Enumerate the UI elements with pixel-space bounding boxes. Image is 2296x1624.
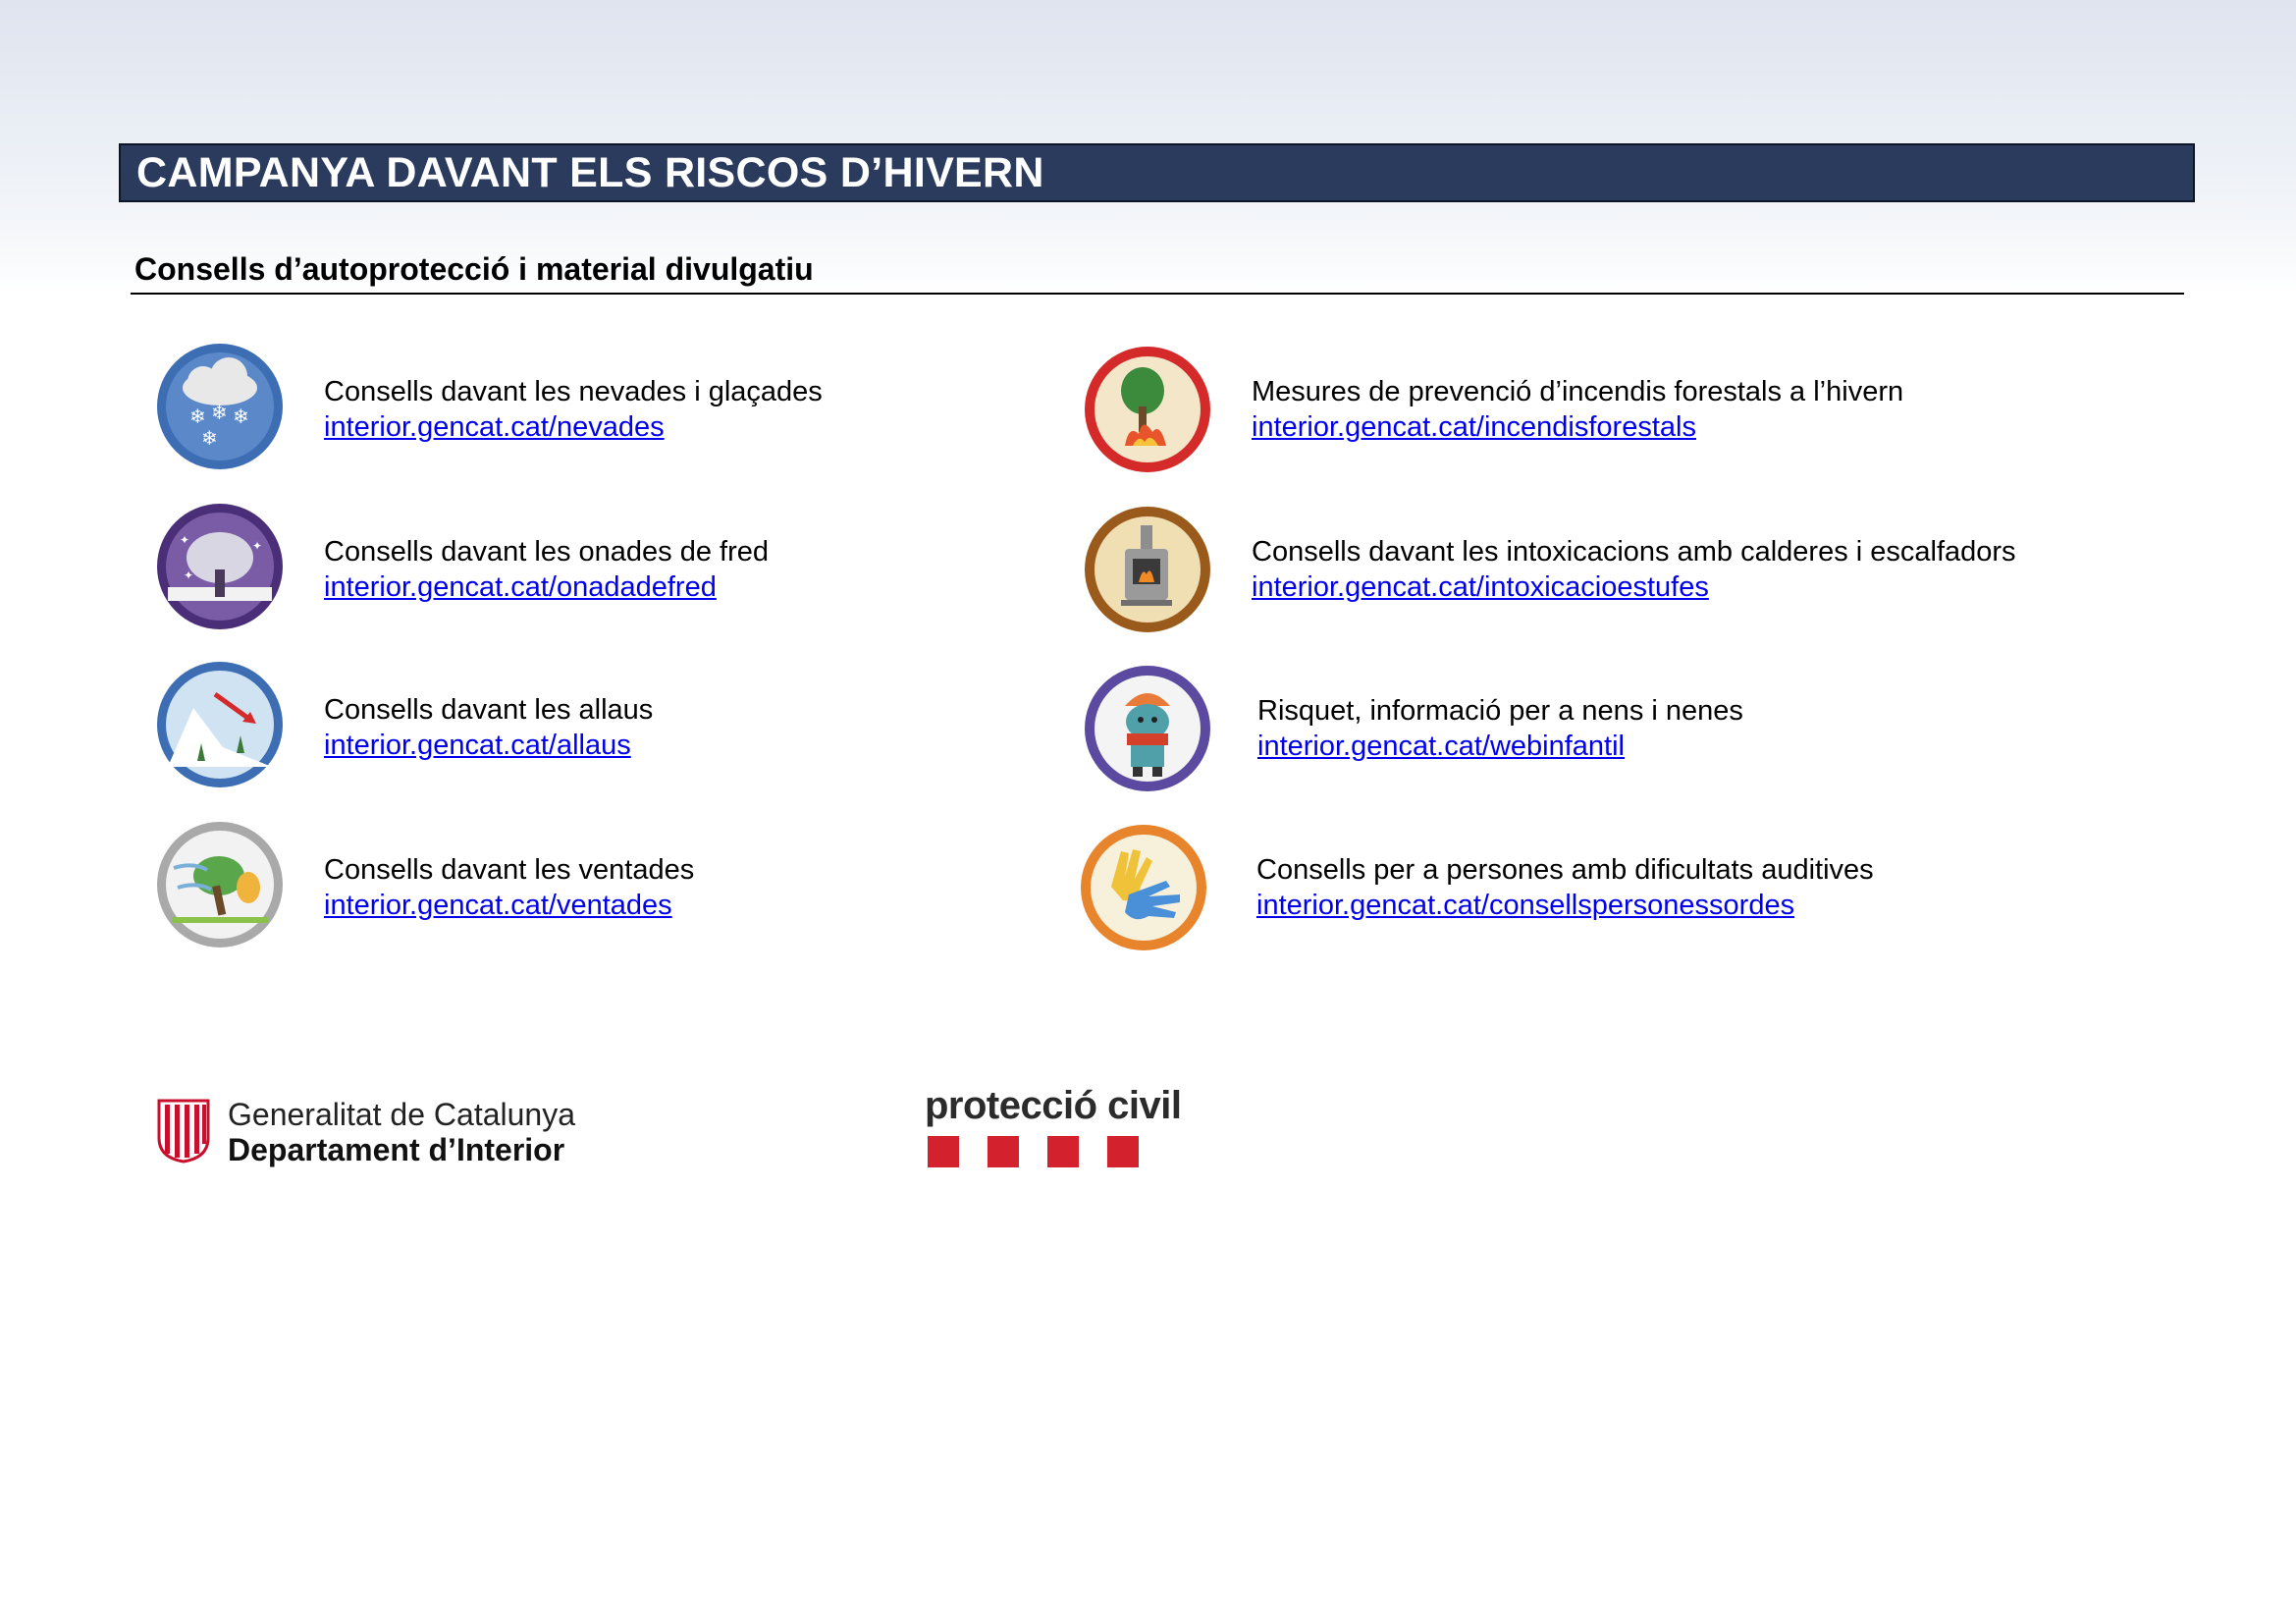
advice-item-allaus xyxy=(154,659,1038,796)
stove-icon xyxy=(1082,504,1213,635)
item-label: Mesures de prevenció d’incendis forestals a l’hivern xyxy=(1252,376,1904,407)
advice-item-webinfantil xyxy=(1082,663,2260,800)
item-link[interactable]: interior.gencat.cat/incendisforestals xyxy=(1252,411,1696,443)
generalitat-logo xyxy=(155,1097,646,1175)
section-subtitle: Consells d’autoprotecció i material divulgatiu xyxy=(134,251,814,287)
logo-square xyxy=(1047,1136,1079,1167)
item-label: Consells davant les nevades i glaçades xyxy=(324,376,823,407)
forest-fire-icon xyxy=(1082,344,1213,475)
item-label: Risquet, informació per a nens i nenes xyxy=(1257,695,1743,727)
page-title: CAMPANYA DAVANT ELS RISCOS D’HIVERN xyxy=(136,148,1044,196)
cold-wave-tree-icon xyxy=(154,501,286,632)
department-name: Departament d’Interior xyxy=(228,1132,565,1167)
advice-item-intoxicacioestufes xyxy=(1082,504,2260,641)
svg-text:❄: ❄ xyxy=(189,405,206,428)
wind-tree-icon xyxy=(154,819,286,950)
item-link[interactable]: interior.gencat.cat/ventades xyxy=(324,890,672,921)
item-label: Consells per a persones amb dificultats auditives xyxy=(1256,854,1874,886)
advice-item-nevades xyxy=(154,341,1038,478)
item-label: Consells davant les allaus xyxy=(324,694,654,726)
title-bar xyxy=(119,143,2195,202)
item-link[interactable]: interior.gencat.cat/consellspersonessordes xyxy=(1256,890,1795,921)
item-label: Consells davant les ventades xyxy=(324,854,695,886)
logo-square xyxy=(988,1136,1019,1167)
gencat-name: Generalitat de Catalunya xyxy=(228,1097,575,1132)
risquet-character-icon xyxy=(1082,663,1213,794)
svg-text:✦: ✦ xyxy=(184,568,194,582)
item-link[interactable]: interior.gencat.cat/intoxicacioestufes xyxy=(1252,571,1709,603)
item-label: Consells davant les intoxicacions amb calderes i escalfadors xyxy=(1252,536,2016,568)
advice-item-onadadefred xyxy=(154,501,1038,638)
svg-text:✦: ✦ xyxy=(180,533,190,547)
item-link[interactable]: interior.gencat.cat/webinfantil xyxy=(1257,731,1625,762)
logo-square xyxy=(1107,1136,1139,1167)
svg-text:❄: ❄ xyxy=(201,426,218,450)
advice-item-ventades xyxy=(154,819,1038,956)
item-label: Consells davant les onades de fred xyxy=(324,536,770,568)
senyera-emblem-icon xyxy=(155,1099,212,1164)
svg-text:❄: ❄ xyxy=(233,405,249,428)
svg-text:✦: ✦ xyxy=(252,539,263,553)
avalanche-icon xyxy=(154,659,286,790)
item-link[interactable]: interior.gencat.cat/nevades xyxy=(324,411,665,443)
item-link[interactable]: interior.gencat.cat/onadadefred xyxy=(324,571,717,603)
sign-language-hands-icon xyxy=(1078,822,1209,953)
logo-square xyxy=(928,1136,959,1167)
item-link[interactable]: interior.gencat.cat/allaus xyxy=(324,730,631,761)
proteccio-civil-logo xyxy=(925,1084,1219,1182)
proteccio-civil-text: protecció civil xyxy=(925,1084,1182,1127)
snow-cloud-icon xyxy=(154,341,286,472)
advice-item-incendisforestals xyxy=(1082,344,2260,481)
svg-text:❄: ❄ xyxy=(211,401,228,424)
subtitle-divider xyxy=(131,293,2184,295)
advice-item-consellspersonessordes xyxy=(1078,822,2256,959)
